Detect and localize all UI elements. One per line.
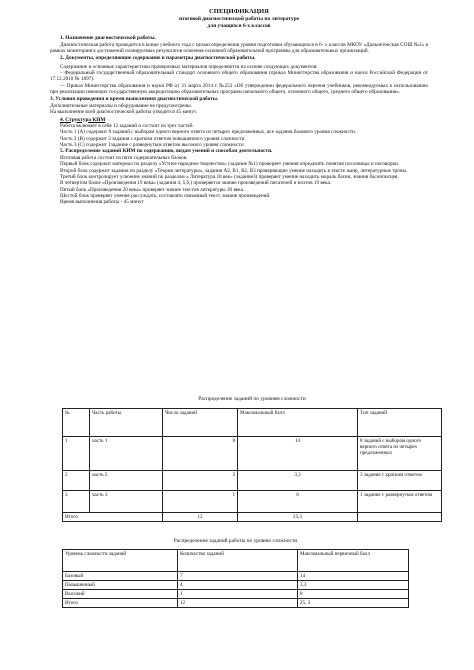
table-row bbox=[63, 599, 409, 608]
cell: 1 задание с развернутым ответом bbox=[358, 491, 442, 513]
section-1-text: Диагностическая работа проводится в конце учебного года с целью определения уровня подготовки обучающихся в 6- х классов МКОУ «Дальнетоеская СОШ №2» в рамках мониторинга достижений планируемых результатов освоения основной образовательной программы для образовательных организаций. bbox=[50, 41, 428, 54]
cell: часть 2 bbox=[90, 471, 163, 491]
document-page bbox=[50, 8, 428, 206]
table-row bbox=[63, 437, 442, 471]
cell: 8 bbox=[163, 437, 238, 471]
doc-subtitle-1: итоговой диагностической работы по литературе bbox=[179, 16, 299, 22]
section-4-line-1: Работа включает в себя 12 заданий и состоит из трех частей. bbox=[60, 123, 194, 130]
cell: 12 bbox=[163, 513, 238, 522]
difficulty-level-table bbox=[62, 549, 409, 608]
difficulty-parts-table bbox=[62, 408, 442, 522]
cell: 8 заданий с выбором одного верного ответа из четырех предложенных bbox=[358, 437, 442, 471]
cell: 3 bbox=[63, 491, 90, 513]
cell: 1 bbox=[63, 437, 90, 471]
table-2-caption: Распределение заданий работы по уровню сложности bbox=[173, 538, 298, 544]
section-5-line-6: Пятый блок «Произведения 20 века» проверяет знание текстов литературы 20 века. bbox=[60, 186, 245, 193]
section-2-doc-1: – Федеральный государственный образовательный стандарт основного общего образования (приказ Министерства образования и науки Российской Федерации от 17.12.2010 № 1897). bbox=[50, 70, 428, 83]
table-total-row bbox=[63, 513, 442, 522]
table-1-caption: Распределение заданий по уровням сложности bbox=[198, 396, 306, 402]
section-4-line-3: Часть 2 (В) содержит 3 задания с кратким ответом повышенного уровня сложности bbox=[60, 135, 245, 142]
header-cell: № bbox=[63, 409, 90, 437]
table-row bbox=[63, 471, 442, 491]
section-2-intro: Содержание и основные характеристики проверочных материалов определяются на основе следующих документов: bbox=[60, 63, 318, 70]
section-1-heading: 1. Назначение диагностической работы. bbox=[60, 35, 156, 41]
cell bbox=[358, 513, 442, 522]
section-5-line-1: Итоговая работа состоит из пяти содержательных блоков. bbox=[60, 154, 188, 161]
cell: Базовый bbox=[63, 572, 178, 581]
section-5-line-3: Второй блок содержит задания по разделу «Теория литературы», задания А2, В1, В2, В3 проверяющие умение находить в тексте жанр, литературные тропы. bbox=[60, 167, 408, 174]
section-4-heading: 4. Структура КИМ bbox=[60, 116, 106, 123]
cell: 12 bbox=[178, 599, 298, 608]
table-row bbox=[63, 491, 442, 513]
header-cell: Количество заданий bbox=[178, 550, 298, 572]
section-4-line-2: Часть 1 (А) содержит 8 заданий с выбором одного верного ответа из четырех предложенных, все задания базового уровня сложности. bbox=[60, 129, 357, 136]
cell: Итого bbox=[63, 513, 163, 522]
section-4-line-4: Часть 3 (С) содержит 1задание с развернутым ответом высокого уровня сложности bbox=[60, 142, 244, 149]
doc-title: СПЕЦИФИКАЦИЯ bbox=[209, 8, 269, 15]
section-5-heading: 5. Распределение заданий КИМ по содержанию, видам умений и способам деятельности. bbox=[60, 148, 273, 155]
cell: 1 bbox=[178, 590, 298, 599]
cell: 7 bbox=[178, 572, 298, 581]
cell: 14 bbox=[298, 572, 409, 581]
section-3-line-2: На выполнение всей диагностической работы отводится 45 минут. bbox=[50, 109, 198, 116]
header-cell: Максимальный первичный балл bbox=[298, 550, 409, 572]
cell: 3 задание с кратким ответом bbox=[358, 471, 442, 491]
section-3-line-1: Дополнительные материалы и оборудование не предусмотрены. bbox=[50, 102, 192, 109]
cell: часть 3 bbox=[90, 491, 163, 513]
header-cell: Максимальный балл bbox=[238, 409, 358, 437]
cell: 1 bbox=[163, 491, 238, 513]
cell: часть 1 bbox=[90, 437, 163, 471]
header-cell: Уровень сложности заданий bbox=[63, 550, 178, 572]
cell: Итого bbox=[63, 599, 178, 608]
doc-subtitle-2: для учащихся 6-х классов bbox=[207, 23, 271, 29]
cell: 25,3 bbox=[238, 513, 358, 522]
cell: Высокий bbox=[63, 590, 178, 599]
header-cell: Часть работы bbox=[90, 409, 163, 437]
cell: 4 bbox=[178, 581, 298, 590]
cell: Повышенный bbox=[63, 581, 178, 590]
section-5-line-7: Шестой блок проверяет умение рассуждать, составлять связанный текст, знание произведений. bbox=[60, 193, 271, 200]
cell: 3,3 bbox=[238, 471, 358, 491]
table-row bbox=[63, 572, 409, 581]
section-5-line-4: Третий блок контролирует усвоение знаний по разделам « Литература 18 век» (задание3) проверяет умение находить мораль басни, знания баснописцев. bbox=[60, 174, 399, 180]
section-5-line-2: Первый блок содержит материал по разделу «Устное народное творчество» (задание №1) проверяет умения определять понятия пословицы и поговорки. bbox=[60, 161, 400, 168]
section-5-line-8: Время выполнения работы - 45 минут bbox=[60, 199, 144, 206]
cell: 3,3 bbox=[298, 581, 409, 590]
header-cell: Число заданий bbox=[163, 409, 238, 437]
table-row bbox=[63, 590, 409, 599]
section-2-doc-2: — Приказ Министерства образования и науки РФ от 31 марта 2014 г. №253 «Об утверждении федерального перечня учебников, рекомендуемых к использованию при реализации имеющих государственную аккредитацию образовательных программ начального общего, основного общего, среднего общего образования». bbox=[50, 82, 428, 96]
cell: 25, 3 bbox=[298, 599, 409, 608]
cell: 14 bbox=[238, 437, 358, 471]
cell: 8 bbox=[298, 590, 409, 599]
cell: 8 bbox=[238, 491, 358, 513]
section-3-heading: 3. Условия проведения и время выполнения диагностической работы. bbox=[50, 96, 219, 103]
header-cell: Тип заданий bbox=[358, 409, 442, 437]
cell: 2 bbox=[63, 471, 90, 491]
section-5-line-5: В четвертом блоке «Произведения 19 века» (задания 4, 5,6,) проверяется знание произведений писателей и поэтов 19 века. bbox=[60, 180, 332, 187]
table-row bbox=[63, 581, 409, 590]
table-header-row bbox=[63, 409, 442, 437]
cell: 3 bbox=[163, 471, 238, 491]
section-2-heading: 2. Документы, определяющие содержание и параметры диагностической работы. bbox=[60, 55, 256, 62]
table-header-row bbox=[63, 550, 409, 572]
